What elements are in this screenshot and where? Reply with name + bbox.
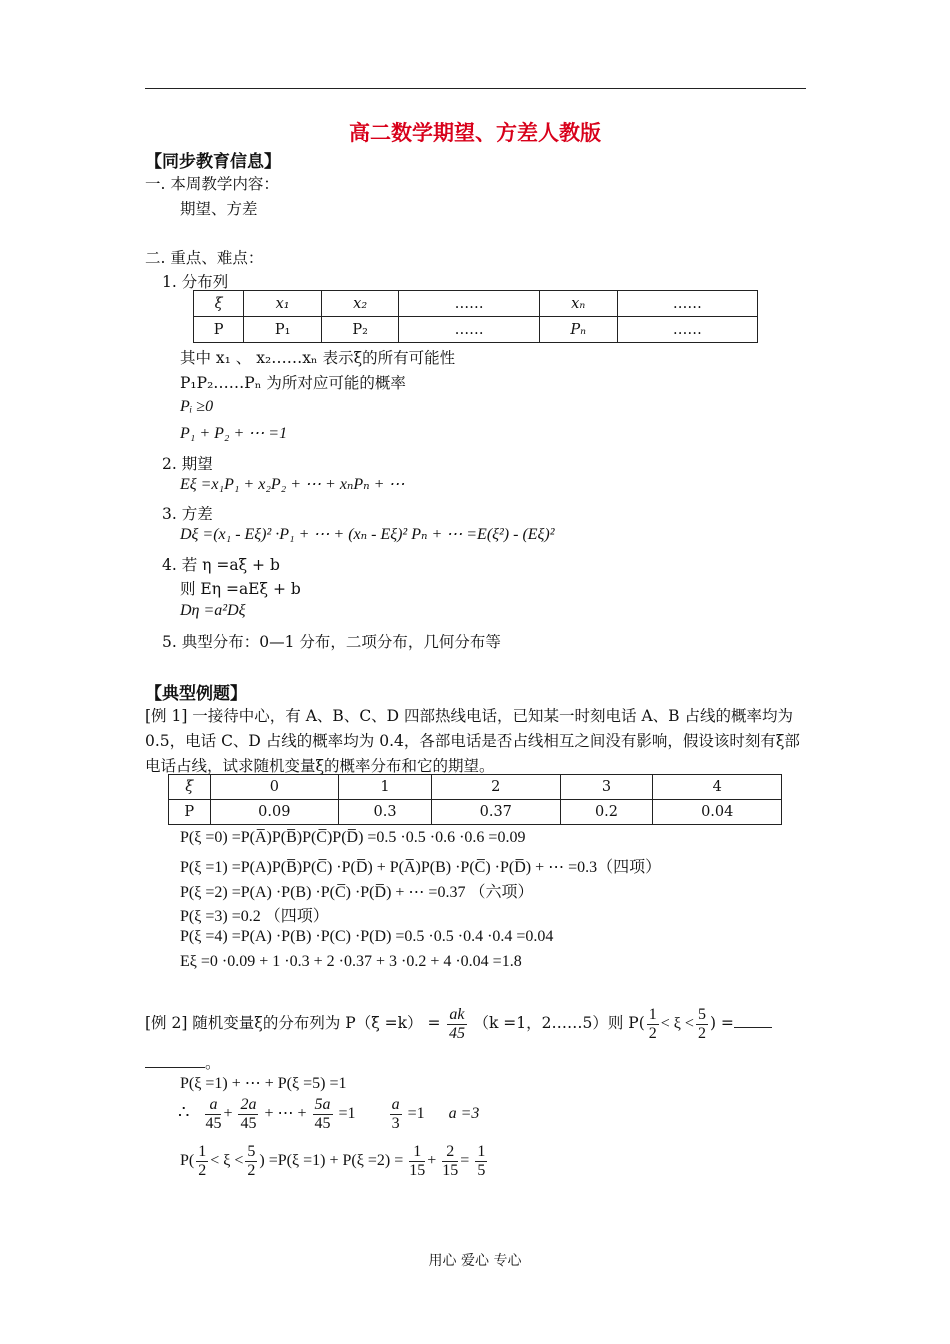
answer-blank: [734, 1013, 772, 1028]
dist-row-p: [194, 317, 758, 343]
page-title: 高二数学期望、方差人教版: [349, 121, 601, 145]
expectation-formula: Eξ =x₁P₁ + x₂P₂ + ⋯ + xₙPₙ + ⋯: [180, 476, 405, 493]
dist-cell: ……: [617, 317, 757, 343]
item-variance-label: 3. 方差: [162, 505, 213, 523]
ex2-half-fraction: $\frac{1}{2}$: [648, 1005, 657, 1042]
item2-label: 二. 重点、难点：: [145, 249, 264, 267]
ex1-row-p: [169, 800, 782, 825]
ex2-solution-line3: P( $\frac{1}{2}$ < ξ < $\frac{5}{2}$ ) =P(ξ =1) + P(ξ =2) = $\frac{1}{15}$ + $\frac{2}{15}$ = $\frac{1}{5}$: [180, 1143, 486, 1179]
ex2-condition: （k =1，2……5）则 P(: [473, 1014, 645, 1032]
ex1-cell: 2: [431, 775, 560, 800]
dist-cell: Pₙ: [539, 317, 617, 343]
item-expectation-label: 2. 期望: [162, 455, 213, 473]
dist-cell: P₂: [321, 317, 399, 343]
ex1-cell: P: [169, 800, 211, 825]
dist-cell: ……: [399, 291, 539, 317]
dist-cell: P: [194, 317, 244, 343]
ex1-cell: 0.3: [339, 800, 432, 825]
ex1-cell: 3: [560, 775, 653, 800]
ex2-solution-line1: P(ξ =1) + ⋯ + P(ξ =5) =1: [180, 1075, 347, 1092]
dist-row-xi: [194, 291, 758, 317]
dist-cell: ……: [399, 317, 539, 343]
therefore-symbol: ∴: [178, 1102, 190, 1123]
dist-cell: ……: [617, 291, 757, 317]
ex1-calc-line: Eξ =0 ·0.09 + 1 ·0.3 + 2 ·0.37 + 3 ·0.2 + 4 ·0.04 =1.8: [180, 953, 522, 970]
fraction: $\frac{5a}{45}$: [314, 1096, 331, 1132]
ex2-suffix: ) =: [709, 1014, 734, 1032]
note-probabilities: P₁P₂……Pₙ 为所对应可能的概率: [180, 374, 406, 392]
subitem-distribution: 1. 分布列: [162, 273, 229, 291]
header-rule: [145, 88, 806, 89]
fraction: $\frac{1}{5}$: [477, 1143, 486, 1179]
ex1-cell: 1: [339, 775, 432, 800]
answer-blank: [145, 1053, 205, 1068]
fraction: $\frac{5}{2}$: [247, 1143, 256, 1179]
ex1-calc-line: P(ξ =0) =P(A̅)P(B̅)P(C̅)P(D̅) =0.5 ·0.5 ·0.6 ·0.6 =0.09: [180, 829, 526, 846]
section-header-examples: 【典型例题】: [145, 684, 247, 704]
page-footer: 用心 爱心 专心: [428, 1253, 522, 1269]
ex1-cell: 0: [210, 775, 339, 800]
dist-cell: P₁: [244, 317, 322, 343]
fraction: $\frac{1}{15}$: [409, 1143, 426, 1179]
ex2-solution-line2: ∴ $\frac{a}{45}$ + $\frac{2a}{45}$ + ⋯ + $\frac{5a}{45}$ =1 $\frac{a}{3}$ =1 a =3: [178, 1096, 480, 1132]
fraction: $\frac{2a}{45}$: [240, 1096, 257, 1132]
variance-formula: Dξ =(x₁ - Eξ)² ·P₁ + ⋯ + (xₙ - Eξ)² Pₙ + ⋯ =E(ξ²) - (Eξ)²: [180, 526, 555, 543]
example2-question: [145, 1003, 772, 1044]
dist-cell: xₙ: [539, 291, 617, 317]
dist-cell: x₂: [321, 291, 399, 317]
ex1-calc-line: P(ξ =4) =P(A) ·P(B) ·P(C) ·P(D) =0.5 ·0.5 ·0.4 ·0.4 =0.04: [180, 928, 554, 945]
ex1-cell: 4: [653, 775, 782, 800]
section-header-sync: 【同步教育信息】: [145, 152, 281, 172]
fraction: $\frac{1}{2}$: [198, 1143, 207, 1179]
ex2-prob-fraction: $\frac{ak}{45}$: [448, 1005, 465, 1042]
distribution-table: [193, 290, 758, 343]
ex1-cell: 0.09: [210, 800, 339, 825]
ex1-calc-line: P(ξ =1) =P(A)P(B̅)P(C̅) ·P(D̅) + P(A̅)P(B) ·P(C̅) ·P(D̅) + ⋯ =0.3（四项）: [180, 859, 662, 876]
ex2-fivehalf-fraction: $\frac{5}{2}$: [697, 1005, 706, 1042]
fraction: $\frac{2}{15}$: [442, 1143, 459, 1179]
dist-cell: x₁: [244, 291, 322, 317]
example1-table: [168, 774, 782, 825]
fraction: $\frac{a}{3}$: [391, 1096, 400, 1132]
example1-text: [例 1] 一接待中心，有 A、B、C、D 四部热线电话，已知某一时刻电话 A、B 占线的概率均为 0.5，电话 C、D 占线的概率均为 0.4，各部电话是否占线相互之间没有影响，假设该时刻有ξ部电话占线，试求随机变量ξ的概率分布和它的期望。: [145, 707, 800, 775]
note-possibilities: 其中 x₁ 、 x₂……xₙ 表示ξ的所有可能性: [180, 349, 456, 367]
ex1-cell: 0.37: [431, 800, 560, 825]
a-result: a =3: [448, 1105, 480, 1123]
dist-cell: ξ: [194, 291, 244, 317]
ex1-cell: 0.2: [560, 800, 653, 825]
linear-expectation: 则 Eη =aEξ + b: [180, 580, 301, 598]
ex2-continuation: 。: [145, 1053, 221, 1073]
ex1-calc-line: P(ξ =3) =0.2 （四项）: [180, 908, 329, 925]
item1-content: 期望、方差: [180, 200, 258, 218]
fraction: $\frac{a}{45}$: [205, 1096, 222, 1132]
note-sum-one: P₁ + P₂ + ⋯ =1: [180, 425, 288, 442]
item-linear-transform: 4. 若 η =aξ + b: [162, 556, 280, 574]
ex1-cell: 0.04: [653, 800, 782, 825]
linear-variance: Dη =a²Dξ: [180, 602, 246, 619]
ex1-cell: ξ: [169, 775, 211, 800]
item1-label: 一. 本周教学内容：: [145, 175, 279, 193]
ex2-inequality: < ξ <: [660, 1015, 694, 1032]
ex1-calc-line: P(ξ =2) =P(A) ·P(B) ·P(C̅) ·P(D̅) + ⋯ =0.37 （六项）: [180, 884, 534, 901]
item-typical-distributions: 5. 典型分布：0—1 分布，二项分布，几何分布等: [162, 633, 501, 651]
note-nonnegative: Pᵢ ≥0: [180, 398, 214, 415]
ex1-row-xi: [169, 775, 782, 800]
ex2-prefix: [例 2] 随机变量ξ的分布列为 P（ξ =k） =: [145, 1014, 441, 1032]
